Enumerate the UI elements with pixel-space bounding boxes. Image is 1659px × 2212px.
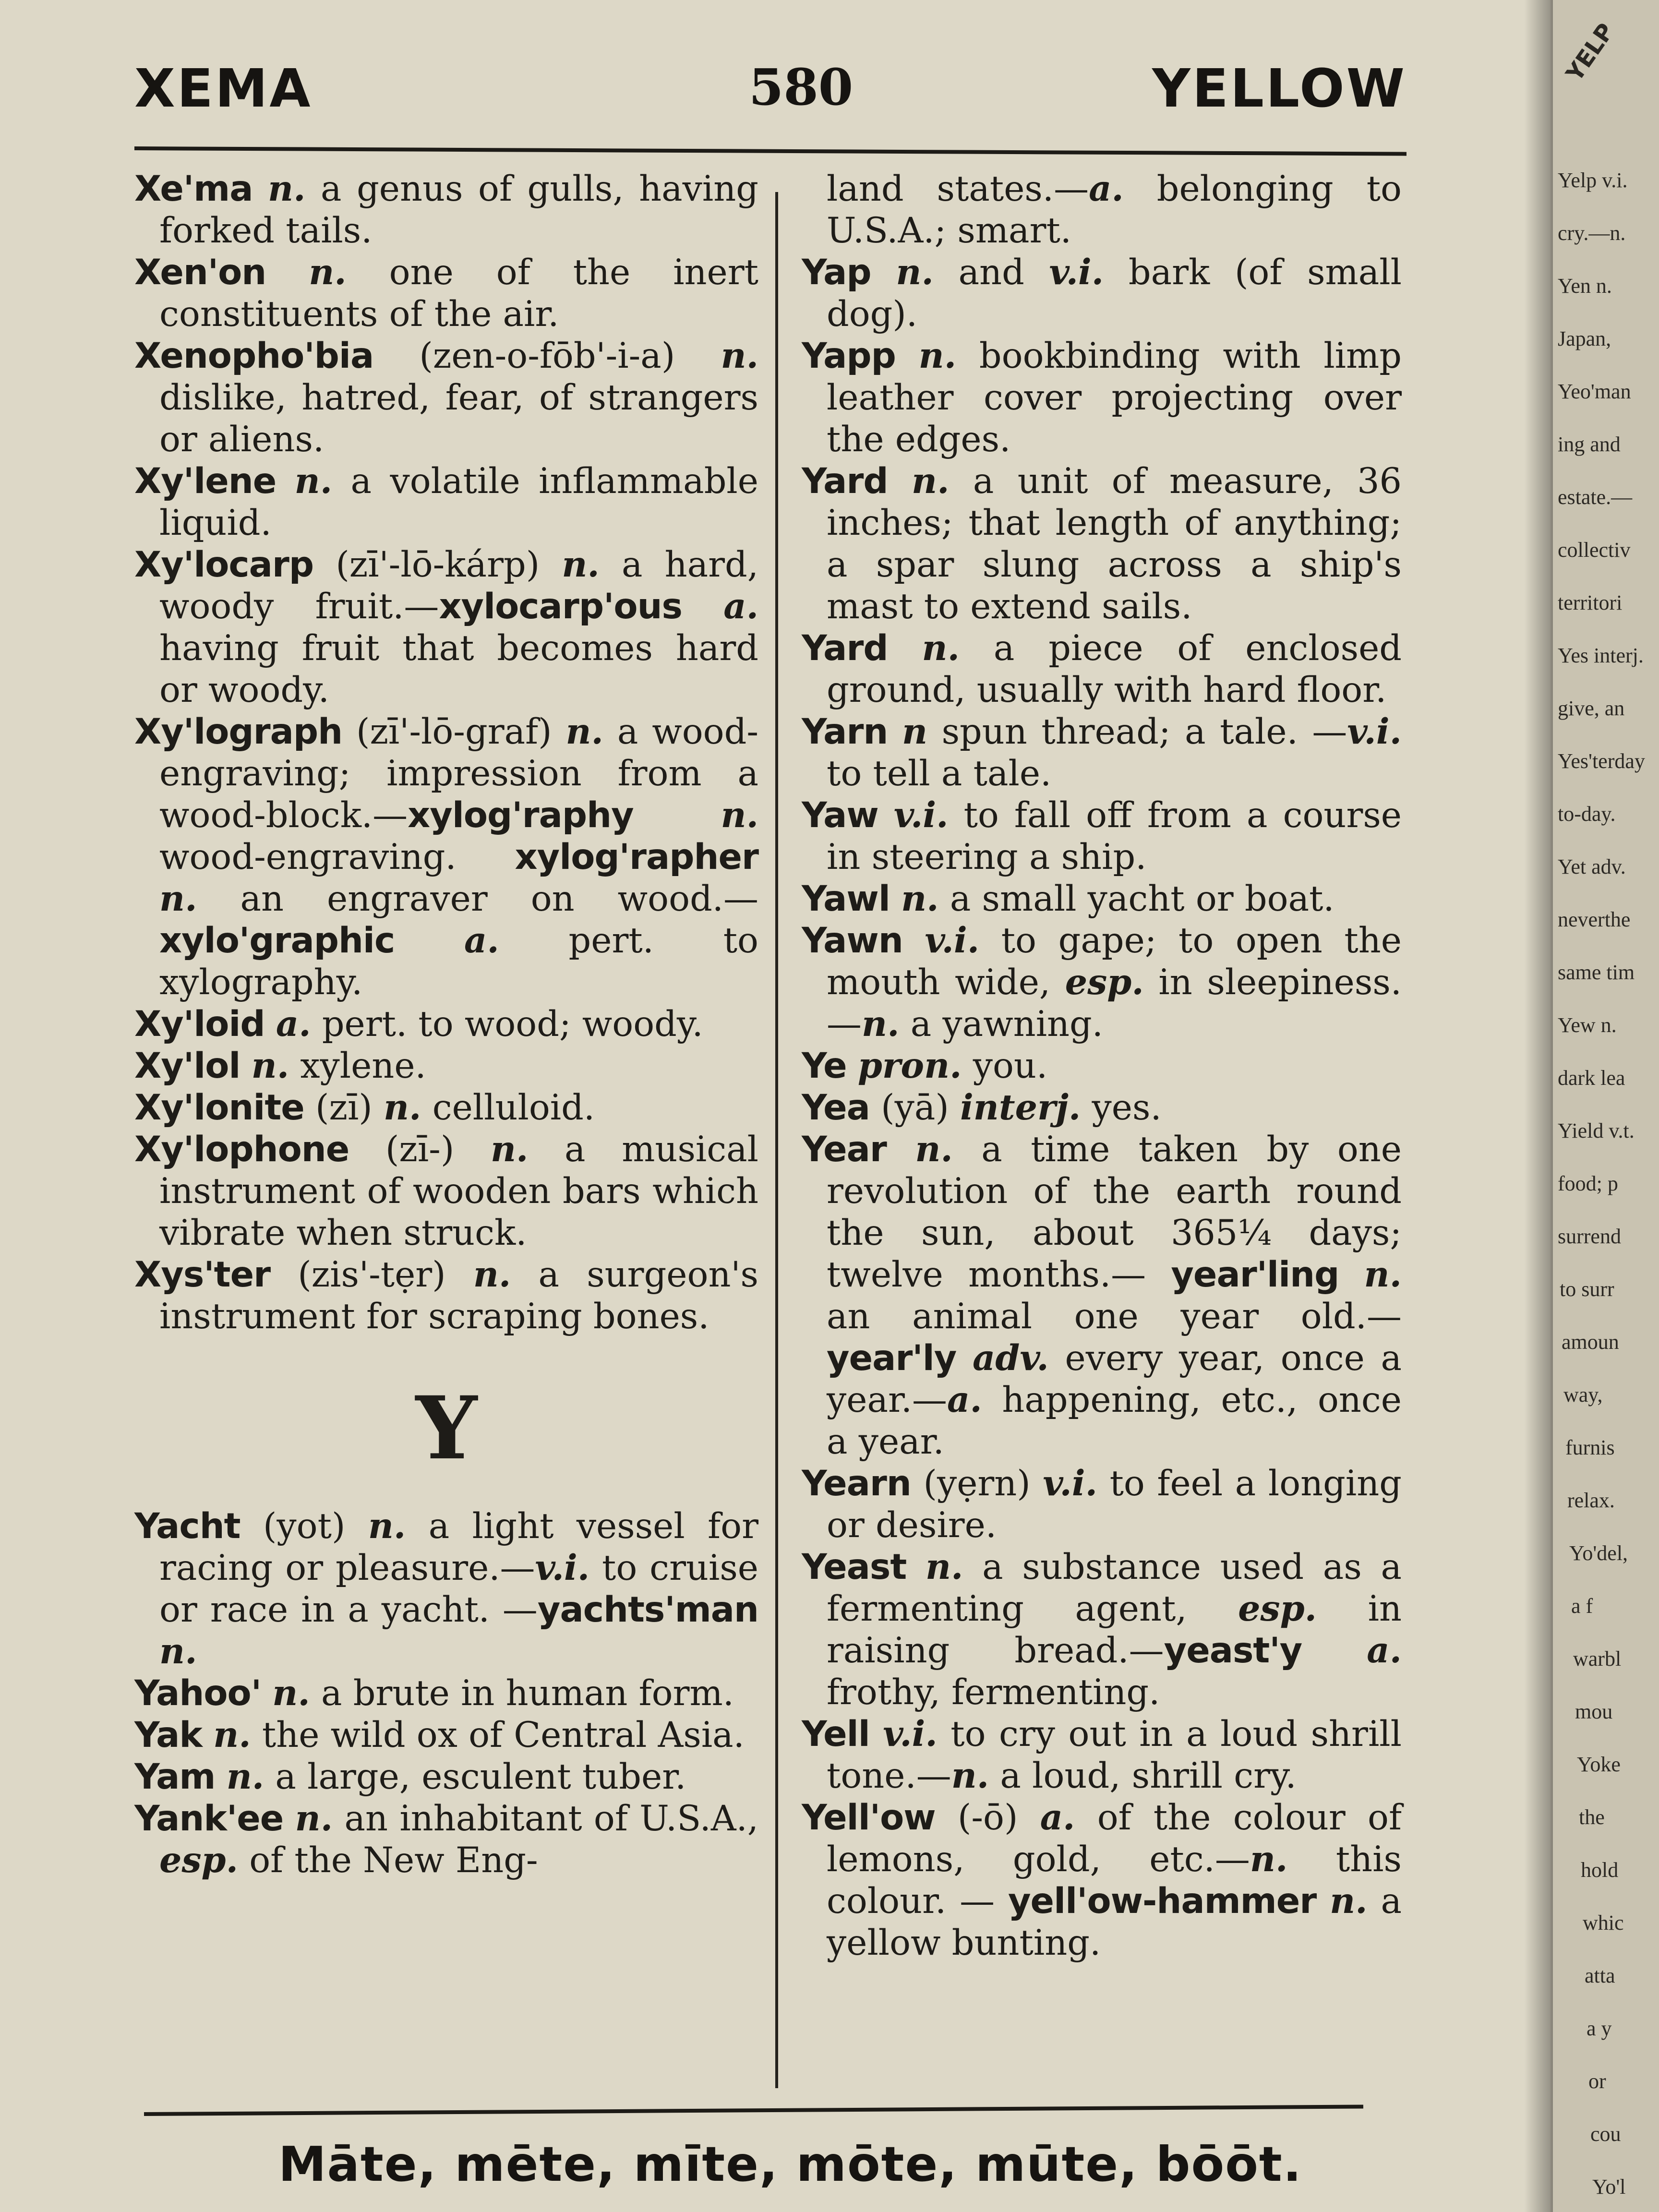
dictionary-entry bbox=[134, 1798, 758, 1881]
grammar-label: n. bbox=[490, 1129, 529, 1170]
dictionary-entry bbox=[134, 460, 758, 544]
definition-text bbox=[890, 878, 901, 919]
definition-text: dislike, hatred, fear, of strangers or aliens. bbox=[159, 377, 758, 460]
grammar-label: n. bbox=[721, 794, 758, 836]
dictionary-entry bbox=[802, 1045, 1402, 1087]
headword: Yarn bbox=[802, 711, 888, 752]
headword: Yearn bbox=[802, 1463, 911, 1504]
definition-text: happening, etc., once a year. bbox=[827, 1380, 1402, 1462]
definition-text bbox=[253, 168, 268, 209]
definition-text: (zī'-lō-kárp) bbox=[313, 544, 562, 585]
dictionary-entry bbox=[134, 1672, 758, 1714]
dictionary-entry bbox=[802, 1463, 1402, 1546]
definition-text: an animal one year old.— bbox=[827, 1296, 1402, 1337]
definition-text: of the colour of lemons, gold, etc.— bbox=[827, 1797, 1402, 1880]
grammar-label: n. bbox=[862, 1003, 900, 1045]
headword: Yam bbox=[134, 1756, 216, 1797]
headword: Yap bbox=[802, 252, 871, 293]
definition-text bbox=[887, 1129, 915, 1170]
dictionary-entry bbox=[802, 252, 1402, 335]
grammar-label: n. bbox=[226, 1756, 264, 1797]
dictionary-entry bbox=[802, 1087, 1402, 1129]
definition-text: you. bbox=[962, 1046, 1048, 1086]
dictionary-entry bbox=[802, 1129, 1402, 1463]
definition-text: (zī) bbox=[304, 1087, 384, 1128]
headword: xylocarp'ous bbox=[439, 586, 682, 627]
dictionary-entry bbox=[134, 1087, 758, 1129]
definition-text: of the New Eng- bbox=[238, 1840, 538, 1881]
headword: Yard bbox=[802, 628, 888, 669]
right-column bbox=[802, 168, 1402, 1964]
headword: Yell bbox=[802, 1714, 870, 1755]
facing-page-line-fragment: a y bbox=[1587, 2017, 1612, 2040]
grammar-label: n bbox=[902, 711, 928, 752]
definition-text: celluloid. bbox=[421, 1087, 595, 1128]
dictionary-entry bbox=[134, 544, 758, 711]
definition-text bbox=[903, 920, 925, 961]
definition-text: (zis'-tẹr) bbox=[270, 1254, 473, 1295]
definition-text bbox=[888, 628, 922, 669]
header-rule bbox=[134, 146, 1407, 156]
definition-text bbox=[265, 1004, 276, 1045]
definition-text: pert. to wood; woody. bbox=[311, 1004, 703, 1045]
headword: Yak bbox=[134, 1715, 202, 1755]
facing-page-line-fragment: atta bbox=[1585, 1964, 1615, 1987]
definition-text bbox=[847, 1046, 858, 1086]
facing-page-line-fragment: Yen n. bbox=[1558, 274, 1612, 298]
definition-text: a musical instrument of wooden bars which vibrate when struck. bbox=[159, 1129, 759, 1253]
definition-text bbox=[395, 920, 464, 961]
definition-text: a volatile inflammable liquid. bbox=[159, 461, 758, 543]
grammar-label: pron. bbox=[857, 1045, 962, 1086]
headword: Xe'ma bbox=[134, 168, 253, 209]
facing-page-line-fragment: hold bbox=[1581, 1858, 1619, 1882]
definition-text: (zen-o-fōb'-i-a) bbox=[373, 336, 721, 376]
definition-text: a unit of measure, 36 inches; that length of anything; a spar slung across a ship's mast to extend sails. bbox=[827, 461, 1402, 627]
definition-text bbox=[682, 586, 723, 627]
facing-page-line-fragment: Japan, bbox=[1558, 327, 1611, 350]
dictionary-entry bbox=[802, 920, 1402, 1045]
grammar-label: a. bbox=[464, 920, 499, 961]
grammar-label: n. bbox=[1250, 1839, 1288, 1880]
definition-text: frothy, fermenting. bbox=[827, 1672, 1160, 1713]
dictionary-entry bbox=[802, 1546, 1402, 1713]
headword: Xen'on bbox=[134, 252, 266, 293]
definition-text: xylene. bbox=[289, 1046, 426, 1086]
headword: yachts'man bbox=[537, 1589, 758, 1630]
dictionary-entry bbox=[134, 168, 758, 252]
facing-page-line-fragment: amoun bbox=[1562, 1330, 1619, 1354]
definition-text: a hard, woody fruit.— bbox=[159, 544, 758, 627]
facing-page-line-fragment: mou bbox=[1575, 1700, 1613, 1723]
dictionary-entry bbox=[802, 794, 1402, 878]
facing-page-line-fragment: Yelp v.i. bbox=[1558, 168, 1628, 192]
dictionary-entry bbox=[134, 1003, 758, 1045]
definition-text: the wild ox of Central Asia. bbox=[251, 1715, 745, 1755]
definition-text: having fruit that becomes hard or woody. bbox=[159, 628, 758, 710]
headword: Yell'ow bbox=[802, 1797, 936, 1838]
facing-page-line-fragment: same tim bbox=[1558, 961, 1635, 984]
definition-text bbox=[266, 252, 309, 293]
facing-page-line-fragment: neverthe bbox=[1558, 908, 1631, 931]
facing-page-line-fragment: cry.—n. bbox=[1558, 221, 1626, 245]
facing-page-line-fragment: or bbox=[1588, 2069, 1606, 2093]
letter-section-heading: Y bbox=[415, 1378, 478, 1479]
headword: Xy'lophone bbox=[134, 1129, 349, 1170]
grammar-label: n. bbox=[272, 1672, 310, 1714]
left-column bbox=[134, 168, 758, 1881]
headword: Yaw bbox=[802, 795, 878, 836]
headword: yell'ow-hammer bbox=[1008, 1881, 1317, 1922]
headword: Xy'loid bbox=[134, 1004, 265, 1045]
grammar-label: a. bbox=[1367, 1630, 1402, 1671]
grammar-label: a. bbox=[1040, 1797, 1075, 1838]
definition-text bbox=[906, 1547, 926, 1587]
grammar-label: n. bbox=[295, 1798, 333, 1839]
headword: xylog'raphy bbox=[408, 795, 634, 836]
definition-text bbox=[1302, 1630, 1367, 1671]
running-head-left-guide-word: XEMA bbox=[134, 58, 313, 119]
facing-page-line-fragment: warbl bbox=[1573, 1647, 1622, 1671]
facing-page-line-fragment: a f bbox=[1571, 1594, 1593, 1618]
headword: Yawn bbox=[802, 920, 903, 961]
facing-page-line-fragment: Yew n. bbox=[1558, 1013, 1617, 1037]
x-entries bbox=[134, 168, 758, 1337]
running-head bbox=[134, 53, 1407, 125]
headword: Year bbox=[802, 1129, 887, 1170]
facing-page-line-fragment: ing and bbox=[1558, 433, 1621, 456]
definition-text: an engraver on wood.— bbox=[197, 878, 758, 919]
definition-text: (yā) bbox=[869, 1087, 961, 1128]
grammar-label: n. bbox=[383, 1087, 421, 1128]
definition-text: to gape; to open the mouth wide, bbox=[827, 920, 1402, 1003]
running-head-right-guide-word: YELLOW bbox=[1152, 58, 1407, 119]
definition-text: to fall off from a course in steering a ship. bbox=[827, 795, 1402, 878]
definition-text bbox=[634, 795, 721, 836]
definition-text bbox=[896, 336, 919, 376]
grammar-label: n. bbox=[896, 252, 934, 293]
headword: xylog'rapher bbox=[515, 837, 758, 878]
definition-text: a large, esculent tuber. bbox=[264, 1756, 686, 1797]
grammar-label: esp. bbox=[1238, 1588, 1317, 1629]
dictionary-entry bbox=[134, 1045, 758, 1087]
headword: yeast'y bbox=[1164, 1630, 1302, 1671]
facing-page-line-fragment: the bbox=[1579, 1805, 1605, 1829]
headword: Ye bbox=[802, 1046, 847, 1086]
headword: Yacht bbox=[134, 1506, 240, 1547]
grammar-label: n. bbox=[912, 460, 950, 502]
grammar-label: n. bbox=[473, 1254, 511, 1295]
footer-rule bbox=[144, 2104, 1363, 2116]
definition-text: belonging to U.S.A.; smart. bbox=[827, 168, 1402, 251]
definition-text: one of the inert constituents of the air. bbox=[159, 252, 758, 335]
definition-text: a brute in human form. bbox=[310, 1673, 734, 1714]
definition-text bbox=[888, 711, 902, 752]
definition-text: every year, once a year.— bbox=[827, 1338, 1402, 1420]
definition-text bbox=[1316, 1881, 1330, 1922]
grammar-label: n. bbox=[159, 1631, 197, 1672]
facing-page-line-fragment: Yes'terday bbox=[1558, 749, 1645, 773]
headword: Yea bbox=[802, 1087, 870, 1128]
definition-text: a time taken by one revolution of the earth round the sun, about 365¼ days; twelve months.— bbox=[827, 1129, 1402, 1295]
definition-text bbox=[216, 1756, 227, 1797]
grammar-label: v.i. bbox=[535, 1547, 590, 1588]
facing-page-line-fragment: estate.— bbox=[1558, 485, 1633, 509]
entry-continuation bbox=[802, 168, 1402, 252]
definition-text: (yẹrn) bbox=[911, 1463, 1043, 1504]
grammar-label: esp. bbox=[159, 1839, 239, 1881]
grammar-label: v.i. bbox=[1049, 252, 1104, 293]
definition-text: a surgeon's instrument for scraping bones. bbox=[159, 1254, 758, 1337]
dictionary-entry bbox=[134, 335, 758, 460]
dictionary-entry bbox=[134, 1714, 758, 1756]
grammar-label: a. bbox=[947, 1379, 982, 1420]
definition-text: a yellow bunting. bbox=[827, 1881, 1402, 1963]
dictionary-entry bbox=[802, 335, 1402, 460]
definition-text bbox=[202, 1715, 213, 1755]
pronunciation-key-footer: Māte, mēte, mīte, mōte, mūte, bōōt. bbox=[278, 2136, 1302, 2192]
grammar-label: n. bbox=[251, 1045, 289, 1086]
grammar-label: n. bbox=[925, 1546, 963, 1587]
grammar-label: a. bbox=[723, 586, 758, 627]
headword: Yawl bbox=[802, 878, 890, 919]
headword: Yapp bbox=[802, 336, 896, 376]
definition-text: in sleepiness.— bbox=[827, 962, 1402, 1045]
definition-text: to tell a tale. bbox=[827, 753, 1052, 794]
definition-text: and bbox=[933, 252, 1049, 293]
dictionary-entry bbox=[134, 1505, 758, 1672]
dictionary-entry bbox=[134, 252, 758, 335]
facing-running-head: YELP bbox=[1561, 18, 1620, 86]
definition-text: a piece of enclosed ground, usually with hard floor. bbox=[827, 628, 1402, 710]
dictionary-entry bbox=[134, 711, 758, 1003]
dictionary-entry bbox=[802, 878, 1402, 920]
headword: Xy'lene bbox=[134, 461, 276, 502]
definition-text: bookbinding with limp leather cover projecting over the edges. bbox=[827, 336, 1402, 460]
definition-text: pert. to xylography. bbox=[159, 920, 758, 1003]
definition-text: in raising bread.— bbox=[827, 1588, 1402, 1671]
dictionary-entry bbox=[802, 1797, 1402, 1964]
definition-text bbox=[283, 1798, 295, 1839]
facing-page-line-fragment: Yield v.t. bbox=[1558, 1119, 1635, 1142]
grammar-label: v.i. bbox=[893, 794, 949, 836]
grammar-label: adv. bbox=[973, 1337, 1049, 1379]
facing-page-line-fragment: whic bbox=[1583, 1911, 1624, 1935]
facing-page-line-fragment: Yes interj. bbox=[1558, 644, 1644, 667]
dictionary-entry bbox=[134, 1129, 758, 1254]
grammar-label: n. bbox=[159, 878, 197, 919]
definition-text bbox=[871, 252, 896, 293]
definition-text: yes. bbox=[1081, 1087, 1162, 1128]
definition-text: bark (of small dog). bbox=[827, 252, 1402, 335]
grammar-label: v.i. bbox=[1347, 711, 1402, 752]
definition-text: (zī'-lō-graf) bbox=[342, 711, 566, 752]
definition-text bbox=[261, 1673, 272, 1714]
headword: year'ling bbox=[1171, 1254, 1339, 1295]
dictionary-entry bbox=[134, 1254, 758, 1337]
grammar-label: n. bbox=[268, 168, 306, 209]
facing-page-line-fragment: give, an bbox=[1558, 697, 1625, 720]
grammar-label: a. bbox=[276, 1003, 311, 1045]
facing-page-line-fragment: to surr bbox=[1560, 1277, 1614, 1301]
dictionary-entry bbox=[802, 460, 1402, 627]
definition-text: an inhabitant of U.S.A., bbox=[333, 1798, 758, 1839]
facing-page-line-fragment: dark lea bbox=[1558, 1066, 1625, 1090]
grammar-label: n. bbox=[721, 335, 758, 376]
facing-page-line-fragment: Yeo'man bbox=[1558, 380, 1631, 403]
definition-text: this colour. — bbox=[827, 1839, 1402, 1922]
facing-page-line-fragment: surrend bbox=[1558, 1225, 1621, 1248]
grammar-label: n. bbox=[918, 335, 957, 376]
grammar-label: n. bbox=[915, 1129, 953, 1170]
facing-page-line-fragment: Yet adv. bbox=[1558, 855, 1626, 878]
grammar-label: n. bbox=[1364, 1254, 1402, 1295]
dictionary-entry bbox=[802, 1713, 1402, 1797]
definition-text: (-ō) bbox=[935, 1797, 1040, 1838]
facing-page-line-fragment: way, bbox=[1563, 1383, 1603, 1407]
definition-text bbox=[276, 461, 294, 502]
definition-text: (zī-) bbox=[349, 1129, 491, 1170]
grammar-label: interj. bbox=[960, 1087, 1081, 1128]
y-entries-right bbox=[802, 252, 1402, 1964]
grammar-label: n. bbox=[1330, 1880, 1368, 1922]
grammar-label: n. bbox=[562, 544, 600, 585]
definition-text bbox=[1339, 1254, 1364, 1295]
headword: Xy'lonite bbox=[134, 1087, 304, 1128]
grammar-label: v.i. bbox=[883, 1713, 938, 1755]
headword: Yahoo' bbox=[134, 1673, 262, 1714]
headword: Xenopho'bia bbox=[134, 336, 374, 376]
definition-text: a loud, shrill cry. bbox=[989, 1755, 1297, 1796]
dictionary-entry bbox=[802, 627, 1402, 711]
definition-text: a substance used as a fermenting agent, bbox=[827, 1547, 1402, 1629]
grammar-label: v.i. bbox=[925, 920, 980, 961]
headword: Yard bbox=[802, 461, 888, 502]
definition-text: a genus of gulls, having forked tails. bbox=[159, 168, 758, 251]
grammar-label: n. bbox=[922, 627, 960, 669]
grammar-label: a. bbox=[1089, 168, 1124, 209]
facing-page-line-fragment: Yo'del, bbox=[1569, 1541, 1628, 1565]
facing-page-edge bbox=[1553, 0, 1659, 2212]
definition-text bbox=[888, 461, 912, 502]
definition-text: a small yacht or boat. bbox=[938, 878, 1334, 919]
facing-page-line-fragment: Yoke bbox=[1577, 1753, 1621, 1776]
grammar-label: n. bbox=[901, 878, 939, 919]
definition-text: to feel a longing or desire. bbox=[827, 1463, 1402, 1546]
grammar-label: n. bbox=[213, 1714, 251, 1755]
headword: Yeast bbox=[802, 1547, 907, 1587]
gutter-shadow bbox=[1524, 0, 1553, 2212]
facing-page-line-fragment: territori bbox=[1558, 591, 1623, 614]
y-entries-left bbox=[134, 1505, 758, 1881]
definition-text bbox=[240, 1046, 251, 1086]
facing-page-line-fragment: furnis bbox=[1565, 1436, 1615, 1459]
facing-page-line-fragment: relax. bbox=[1567, 1489, 1615, 1512]
grammar-label: n. bbox=[565, 711, 603, 752]
definition-text: (yot) bbox=[240, 1506, 368, 1547]
definition-text bbox=[870, 1714, 883, 1755]
headword: Xy'lograph bbox=[134, 711, 343, 752]
facing-page-line-fragment: Yo'l bbox=[1592, 2175, 1626, 2199]
definition-text: land states.— bbox=[827, 168, 1089, 209]
facing-page-line-fragment: food; p bbox=[1558, 1172, 1618, 1195]
column-divider bbox=[775, 192, 778, 2088]
definition-text bbox=[956, 1338, 973, 1379]
headword: Xys'ter bbox=[134, 1254, 271, 1295]
grammar-label: n. bbox=[294, 460, 333, 502]
headword: year'ly bbox=[827, 1338, 957, 1379]
grammar-label: v.i. bbox=[1043, 1463, 1097, 1504]
grammar-label: n. bbox=[368, 1505, 406, 1547]
dictionary-entry bbox=[802, 711, 1402, 794]
facing-page-line-fragment: to-day. bbox=[1558, 802, 1616, 826]
definition-text: a wood-engraving; impression from a wood-block.— bbox=[159, 711, 758, 836]
definition-text: to cruise or race in a yacht. — bbox=[159, 1548, 758, 1630]
headword: Xy'locarp bbox=[134, 544, 314, 585]
dictionary-entry bbox=[134, 1756, 758, 1798]
definition-text: a yawning. bbox=[899, 1004, 1103, 1045]
facing-page-line-fragment: cou bbox=[1590, 2122, 1621, 2146]
definition-text: spun thread; a tale. — bbox=[927, 711, 1347, 752]
grammar-label: esp. bbox=[1065, 962, 1144, 1003]
definition-text: to cry out in a loud shrill tone.— bbox=[827, 1714, 1402, 1796]
facing-page-line-fragment: collectiv bbox=[1558, 538, 1631, 562]
definition-text bbox=[878, 795, 894, 836]
headword: xylo'graphic bbox=[159, 920, 395, 961]
headword: Xy'lol bbox=[134, 1046, 240, 1086]
grammar-label: n. bbox=[309, 252, 347, 293]
definition-text: a light vessel for racing or pleasure.— bbox=[159, 1506, 758, 1588]
page-number: 580 bbox=[749, 58, 854, 117]
headword: Yank'ee bbox=[134, 1798, 284, 1839]
definition-text: wood-engraving. bbox=[159, 837, 515, 878]
grammar-label: n. bbox=[951, 1755, 989, 1796]
